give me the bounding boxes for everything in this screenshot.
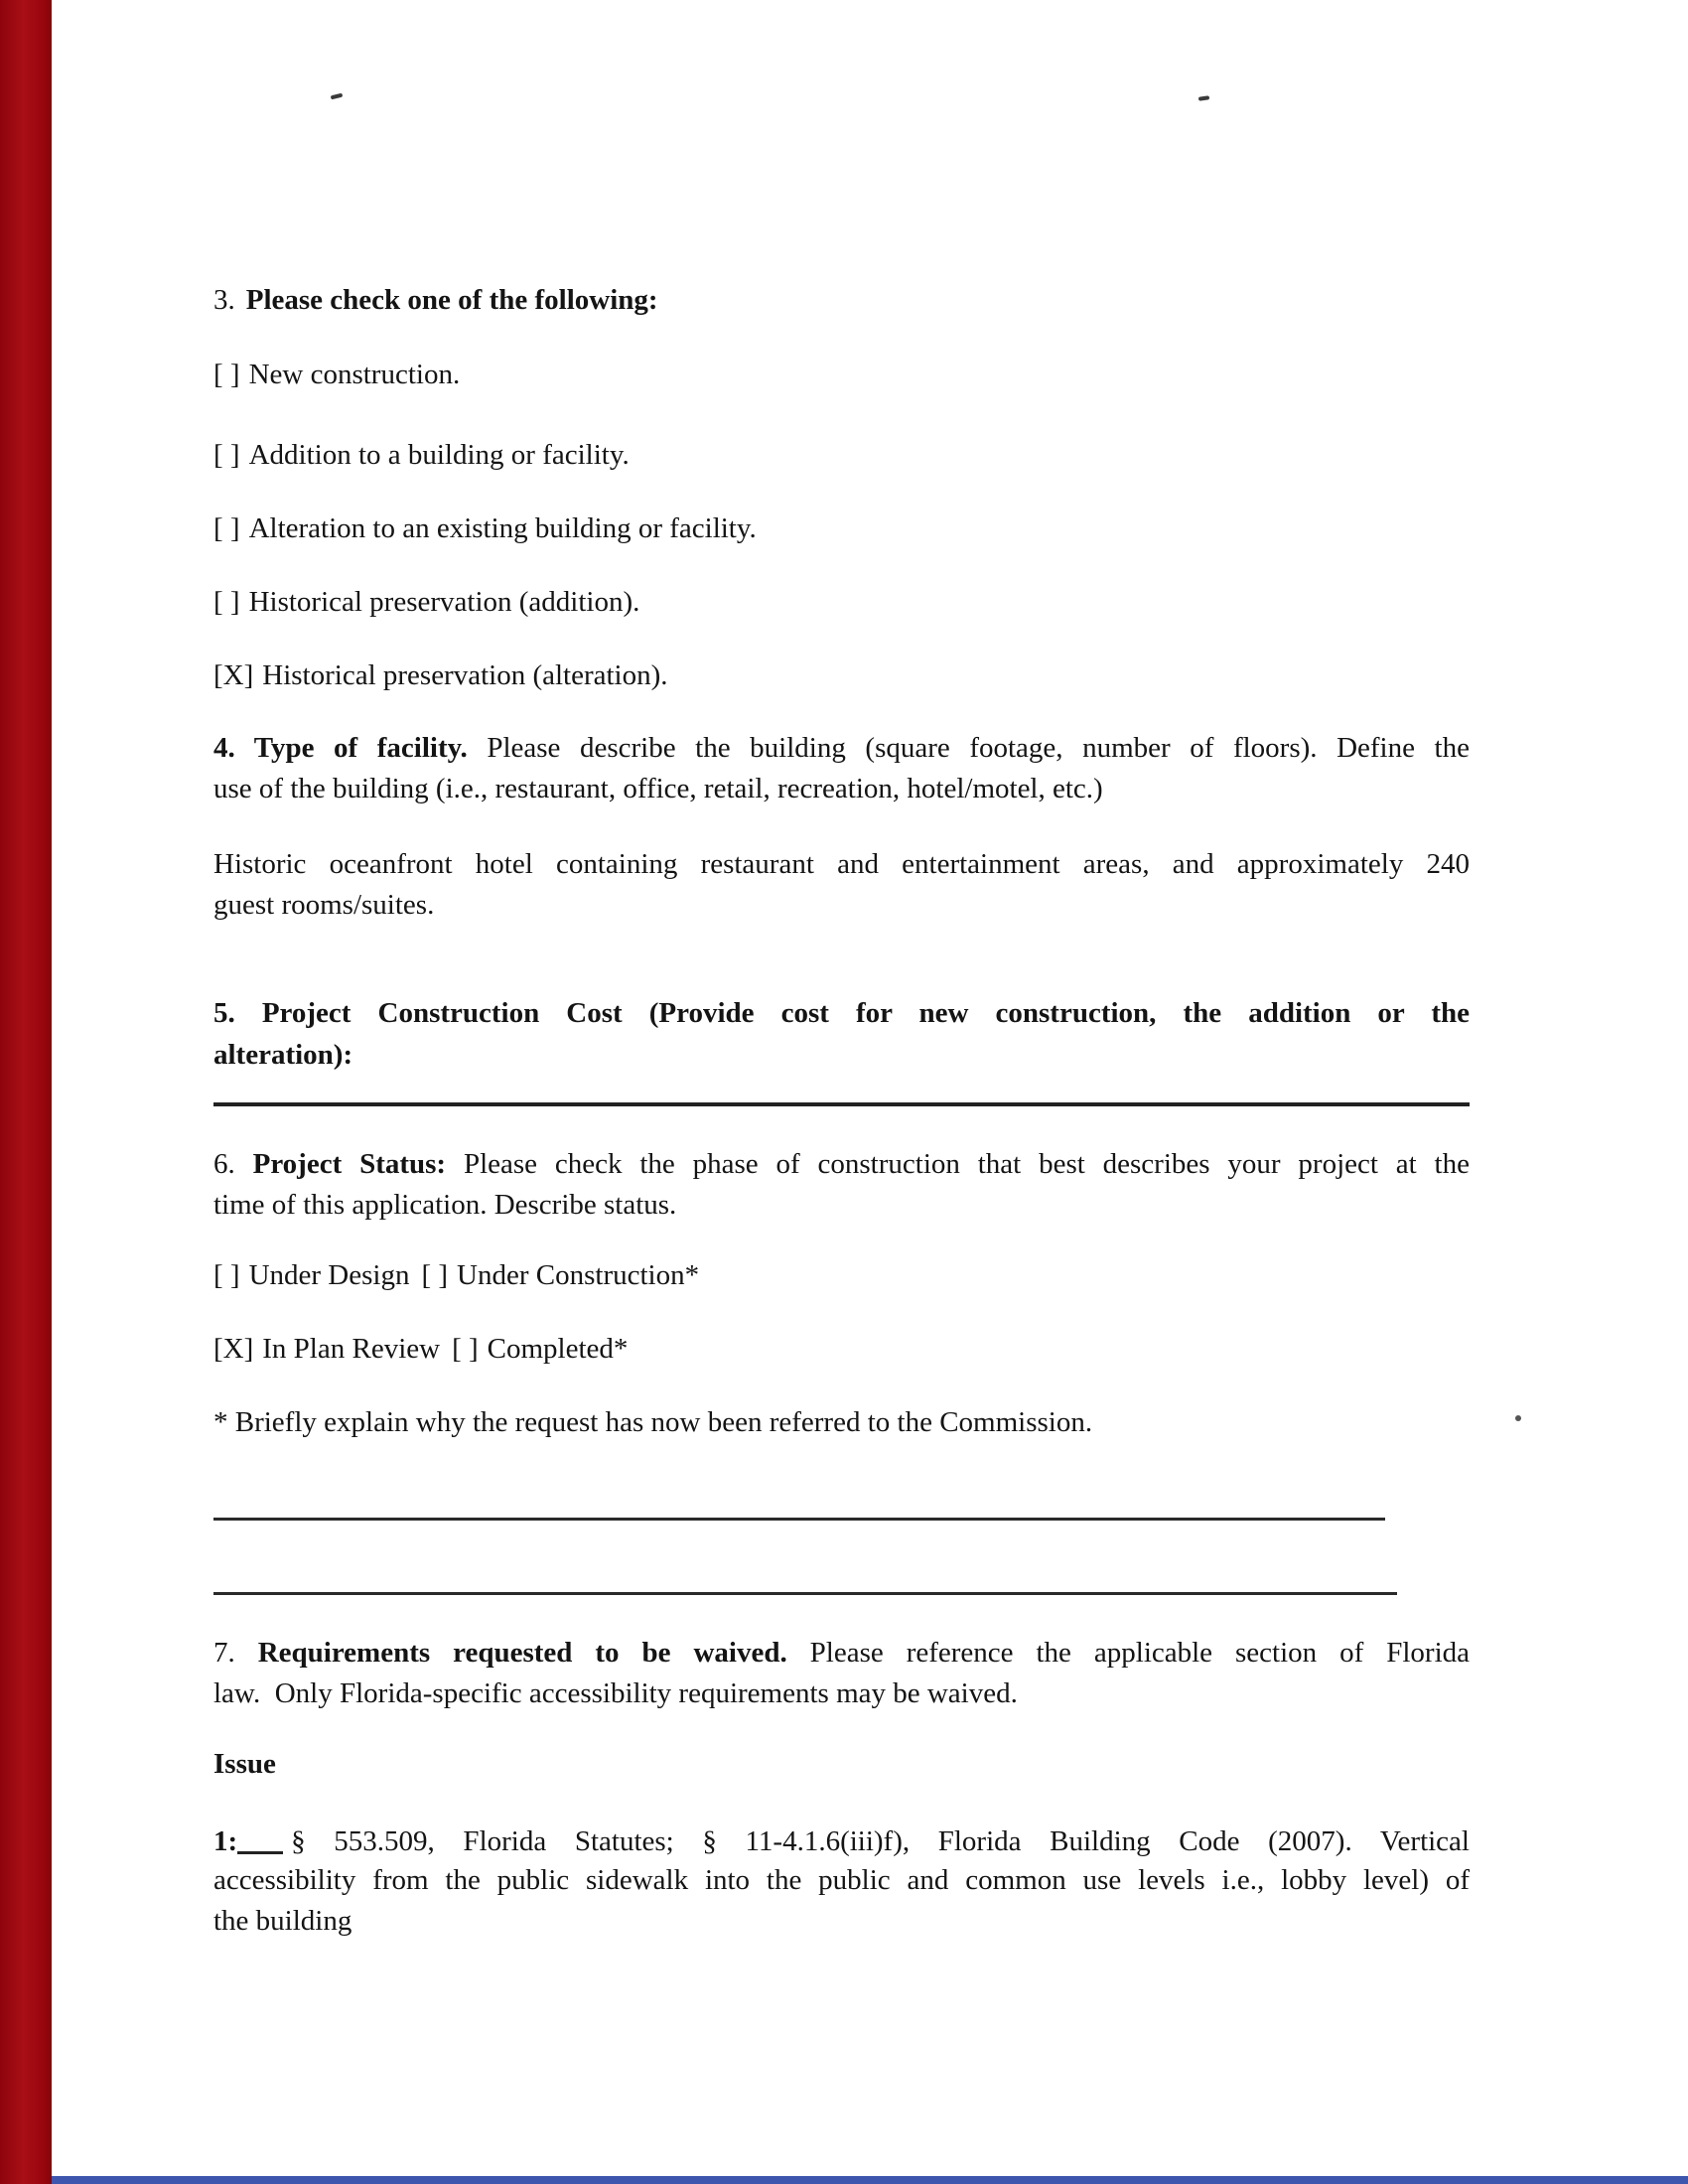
checkbox-historical-addition: [ ]: [213, 586, 240, 618]
checkbox-label-alteration: Alteration to an existing building or facility.: [248, 512, 757, 544]
section-6-number: 6.: [213, 1148, 235, 1180]
checkbox-completed: [ ]: [452, 1333, 479, 1365]
checkbox-row-new-construction: [213, 354, 1470, 395]
facility-answer-line-2: guest rooms/suites.: [213, 889, 435, 921]
checkbox-in-plan-review: [X]: [213, 1333, 254, 1365]
checkbox-new-construction: [ ]: [213, 359, 240, 390]
scan-edge-stripe: [0, 0, 52, 2184]
checkbox-label-under-construction: Under Construction*: [457, 1259, 700, 1291]
section-3-heading: [213, 279, 1470, 321]
section-4-line-1: [213, 727, 1470, 769]
checkbox-row-historical-addition: [213, 581, 1470, 623]
scan-bottom-line: [52, 2176, 1688, 2184]
checkbox-under-design: [ ]: [213, 1259, 240, 1291]
section-7-line-1: [213, 1632, 1470, 1674]
status-row-2: [213, 1328, 1470, 1370]
section-7-line-2: law. Only Florida-specific accessibility requirements may be waived.: [213, 1677, 1018, 1709]
issue-heading: Issue: [213, 1748, 276, 1780]
section-6-title: Project Status:: [234, 1148, 447, 1180]
section-7-text: Please reference the applicable section of Florida: [786, 1637, 1470, 1669]
checkbox-label-in-plan-review: In Plan Review: [262, 1333, 441, 1365]
section-4-text: Please describe the building (square footage, number of floors). Define the: [467, 732, 1470, 764]
scan-speck: [1515, 1415, 1521, 1421]
issue-1-line-1: [213, 1819, 1470, 1862]
status-blank-line-2: [213, 1592, 1397, 1595]
issue-1-text: § 553.509, Florida Statutes; § 11-4.1.6(iii)f), Florida Building Code (2007). Vertical: [291, 1825, 1470, 1857]
issue-1-blank-underline: [237, 1822, 283, 1854]
scan-speck: [1198, 95, 1209, 100]
checkbox-label-addition: Addition to a building or facility.: [248, 439, 630, 471]
section-7-title: Requirements requested to be waived.: [234, 1637, 787, 1669]
checkbox-label-historical-addition: Historical preservation (addition).: [248, 586, 640, 618]
section-6-line-2: time of this application. Describe status.: [213, 1189, 677, 1221]
checkbox-under-construction: [ ]: [421, 1259, 449, 1291]
status-blank-line-1: [213, 1518, 1385, 1521]
section-4-line-2: use of the building (i.e., restaurant, office, retail, recreation, hotel/motel, etc.): [213, 773, 1103, 804]
checkbox-addition: [ ]: [213, 439, 240, 471]
checkbox-alteration: [ ]: [213, 512, 240, 544]
issue-1-line-3: the building: [213, 1905, 352, 1937]
status-row-1: [213, 1254, 1470, 1296]
section-6-line-1: [213, 1143, 1470, 1185]
checkbox-label-under-design: Under Design: [248, 1259, 410, 1291]
section-3-number: 3.: [213, 284, 235, 316]
checkbox-label-new-construction: New construction.: [248, 359, 461, 390]
cost-blank-line: [213, 1102, 1470, 1106]
facility-answer-line-1: Historic oceanfront hotel containing restaurant and entertainment areas, and approximately 240: [213, 848, 1470, 880]
checkbox-label-completed: Completed*: [487, 1333, 629, 1365]
issue-1-number: 1:: [213, 1825, 238, 1857]
section-4-title: 4. Type of facility.: [213, 732, 468, 764]
status-footnote: * Briefly explain why the request has now been referred to the Commission.: [213, 1406, 1093, 1438]
checkbox-row-addition: [213, 434, 1470, 476]
checkbox-historical-alteration: [X]: [213, 659, 254, 691]
issue-1-line-2: accessibility from the public sidewalk into the public and common use levels i.e., lobby level) of: [213, 1864, 1470, 1896]
checkbox-row-alteration: [213, 508, 1470, 549]
section-7-number: 7.: [213, 1637, 235, 1669]
checkbox-row-historical-alteration: [213, 655, 1470, 696]
checkbox-label-historical-alteration: Historical preservation (alteration).: [262, 659, 668, 691]
section-6-text: Please check the phase of construction that best describes your project at the: [446, 1148, 1470, 1180]
section-3-title: Please check one of the following:: [245, 284, 658, 316]
section-5-line-1: 5. Project Construction Cost (Provide cost for new construction, the addition or the: [213, 997, 1470, 1029]
section-5-line-2: alteration):: [213, 1039, 353, 1071]
scan-speck: [331, 93, 344, 100]
